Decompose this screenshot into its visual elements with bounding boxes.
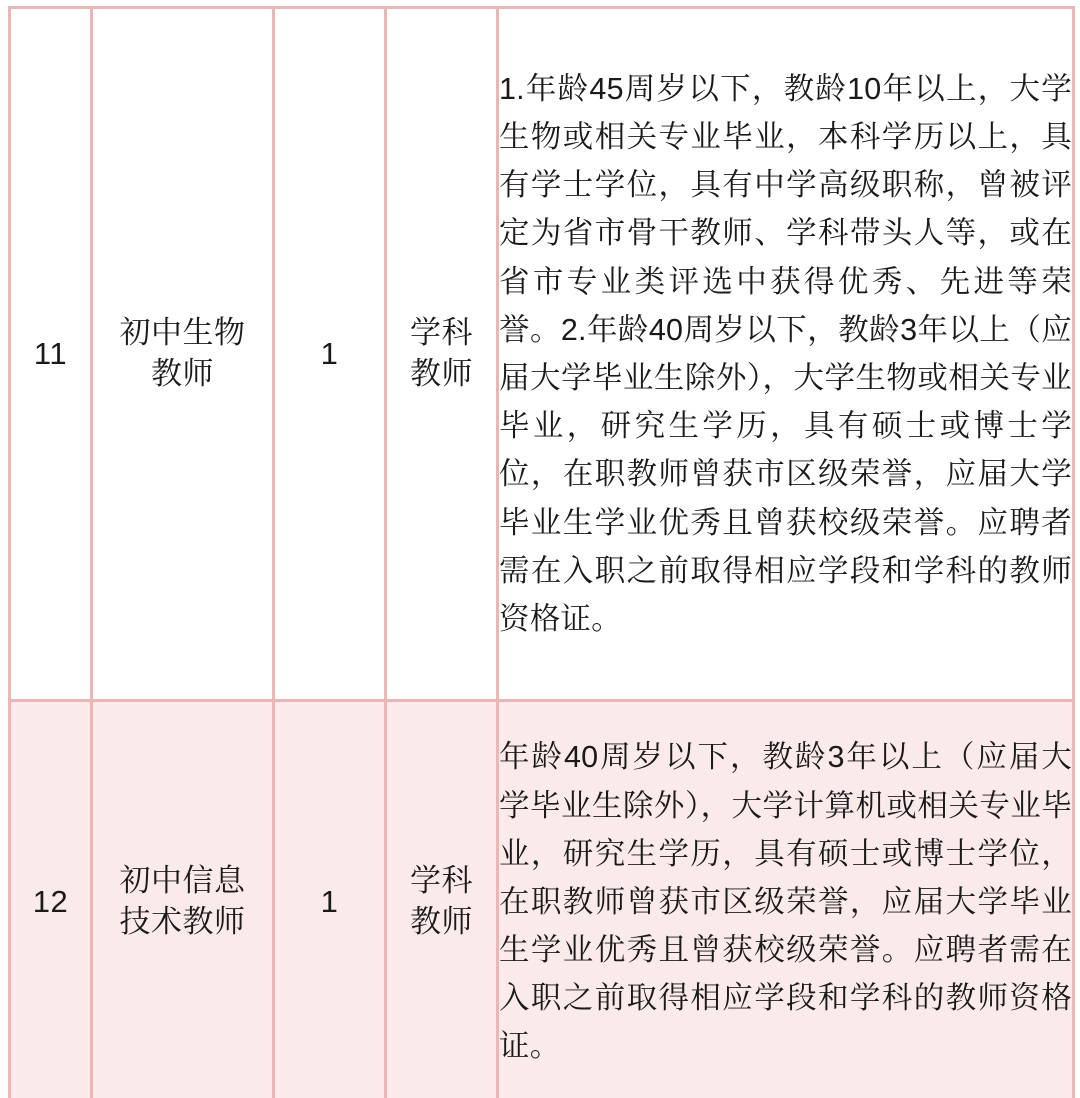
post-type-cell (386, 701, 498, 1098)
post-type-line2: 教师 (410, 356, 473, 391)
recruitment-table (8, 6, 1075, 1098)
row-index-cell: 11 (10, 8, 92, 701)
headcount-cell: 1 (274, 701, 386, 1098)
post-name-line2: 技术教师 (119, 904, 246, 939)
post-type-line1: 学科 (410, 315, 473, 351)
post-name-line1: 初中生物 (119, 315, 246, 351)
post-type-line2: 教师 (410, 904, 473, 939)
requirement-cell: 1.年龄45周岁以下，教龄10年以上，大学生物或相关专业毕业，本科学历以上，具有学士学位，具有中学高级职称，曾被评定为省市骨干教师、学科带头人等，或在省市专业类评选中获得优秀、先进等荣誉。2.年龄40周岁以下，教龄3年以上（应届大学毕业生除外），大学生物或相关专业毕业，研究生学历，具有硕士或博士学位，在职教师曾获市区级荣誉，应届大学毕业生学业优秀且曾获校级荣誉。应聘者需在入职之前取得相应学段和学科的教师资格证。 (498, 8, 1074, 701)
post-type-cell (386, 8, 498, 701)
post-name-cell (92, 701, 274, 1098)
headcount-cell: 1 (274, 8, 386, 701)
post-name-line2: 教师 (151, 356, 214, 391)
table-row (10, 701, 1074, 1098)
post-name-line1: 初中信息 (119, 863, 246, 899)
post-name-cell (92, 8, 274, 701)
post-type-line1: 学科 (410, 863, 473, 899)
row-index-cell: 12 (10, 701, 92, 1098)
table-row (10, 8, 1074, 701)
requirement-cell: 年龄40周岁以下，教龄3年以上（应届大学毕业生除外），大学计算机或相关专业毕业，研究生学历，具有硕士或博士学位，在职教师曾获市区级荣誉，应届大学毕业生学业优秀且曾获校级荣誉。应聘者需在入职之前取得相应学段和学科的教师资格证。 (498, 701, 1074, 1098)
